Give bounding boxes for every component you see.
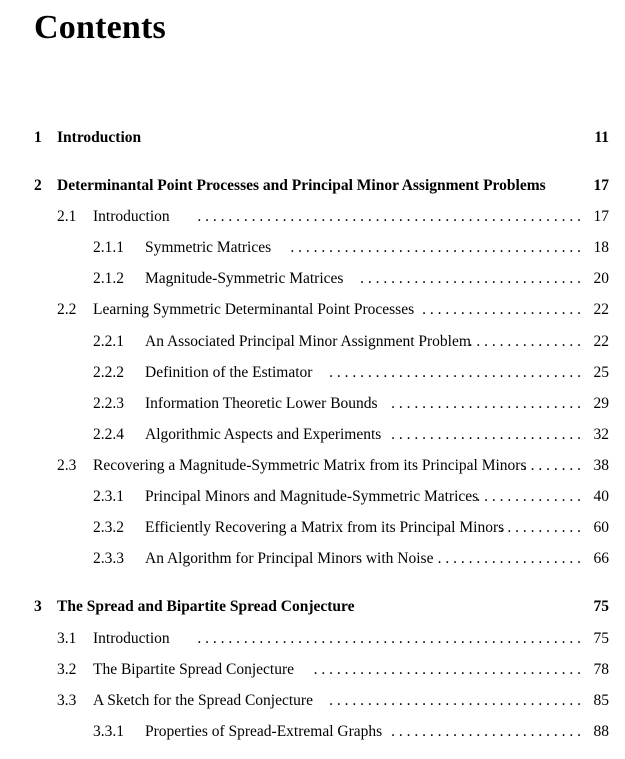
toc-entry-page: 32 xyxy=(593,426,609,443)
toc-entry-number: 3.3.1 xyxy=(93,723,124,740)
toc-entry-number: 2.1.2 xyxy=(93,270,124,287)
dot-leader: . . . . . . . . . . . . . . . xyxy=(468,333,581,350)
toc-entry-number: 2.3.3 xyxy=(93,550,124,567)
toc-entry-section[interactable] xyxy=(0,627,625,651)
toc-entry-number: 3.3 xyxy=(57,692,77,709)
dot-leader: . . . . . . . . . . . . . . . . . . . . . . . . . . . . . . . . . . . xyxy=(313,661,581,678)
toc-entry-sub[interactable] xyxy=(0,361,625,385)
toc-entry-page: 78 xyxy=(593,661,609,678)
toc-entry-page: 88 xyxy=(593,723,609,740)
toc-entry-page: 22 xyxy=(593,301,609,318)
toc-entry-title: Principal Minors and Magnitude-Symmetric Matrices xyxy=(145,488,479,505)
toc-entry-number: 3.2 xyxy=(57,661,77,678)
toc-entry-title: Algorithmic Aspects and Experiments xyxy=(145,426,382,443)
dot-leader: . . . . . . . . . . . . . . . . . . . . . xyxy=(422,301,581,318)
toc-entry-number: 2 xyxy=(34,177,42,194)
toc-entry-sub[interactable] xyxy=(0,516,625,540)
toc-entry-page: 17 xyxy=(593,177,609,194)
toc-entry-title: Definition of the Estimator xyxy=(145,364,313,381)
toc-entry-page: 22 xyxy=(593,333,609,350)
dot-leader: . . . . . . . . . . . . . . . . . . . . . . . . . . . . . . . . . . . . . . . . . . . . . . . . . . xyxy=(197,630,581,647)
toc-entry-page: 25 xyxy=(593,364,609,381)
toc-entry-number: 2.3.1 xyxy=(93,488,124,505)
toc-entry-sub[interactable] xyxy=(0,330,625,354)
toc-entry-chapter[interactable] xyxy=(0,174,625,198)
toc-entry-title: Magnitude-Symmetric Matrices xyxy=(145,270,344,287)
toc-entry-page: 75 xyxy=(593,598,609,615)
dot-leader: . . . . . . . . . . . xyxy=(499,519,581,536)
toc-entry-title: Symmetric Matrices xyxy=(145,239,272,256)
dot-leader: . . . . . . . . . . . . . . . . . . . . . . . . . . . . . . . . . xyxy=(329,692,581,709)
toc-entry-page: 20 xyxy=(593,270,609,287)
toc-entry-page: 75 xyxy=(593,630,609,647)
toc-entry-title: Properties of Spread-Extremal Graphs xyxy=(145,723,383,740)
toc-entry-sub[interactable] xyxy=(0,236,625,260)
toc-entry-page: 38 xyxy=(593,457,609,474)
toc-entry-title: Information Theoretic Lower Bounds xyxy=(145,395,378,412)
toc-entry-number: 2.1.1 xyxy=(93,239,124,256)
dot-leader: . . . . . . . . . . . . . . . . . . . . . . . . . . . . . xyxy=(360,270,581,287)
toc-entry-sub[interactable] xyxy=(0,423,625,447)
toc-entry-number: 1 xyxy=(34,129,42,146)
toc-entry-title: Learning Symmetric Determinantal Point Processes xyxy=(93,301,415,318)
toc-entry-number: 2.3 xyxy=(57,457,77,474)
toc-entry-title: Recovering a Magnitude-Symmetric Matrix from its Principal Minors xyxy=(93,457,527,474)
toc-entry-chapter[interactable] xyxy=(0,126,625,150)
toc-entry-number: 3 xyxy=(34,598,42,615)
toc-entry-number: 2.2 xyxy=(57,301,77,318)
toc-entry-page: 18 xyxy=(593,239,609,256)
toc-entry-number: 2.2.4 xyxy=(93,426,124,443)
toc-entry-title: Introduction xyxy=(57,129,142,146)
toc-entry-section[interactable] xyxy=(0,658,625,682)
dot-leader: . . . . . . . . . . . . . . . . . . . . . . . . . xyxy=(391,723,581,740)
dot-leader: . . . . . . . . . . . . . . . . . . . xyxy=(437,550,581,567)
toc-entry-section[interactable] xyxy=(0,205,625,229)
toc-entry-title: Determinantal Point Processes and Principal Minor Assignment Problems xyxy=(57,177,546,194)
toc-entry-page: 66 xyxy=(593,550,609,567)
toc-entry-sub[interactable] xyxy=(0,267,625,291)
toc-entry-title: The Bipartite Spread Conjecture xyxy=(93,661,295,678)
toc-entry-number: 2.2.3 xyxy=(93,395,124,412)
page-title: Contents xyxy=(34,9,166,46)
toc-entry-title: An Algorithm for Principal Minors with Noise xyxy=(145,550,434,567)
toc-entry-title: Introduction xyxy=(93,208,170,225)
toc-entry-number: 2.3.2 xyxy=(93,519,124,536)
toc-entry-title: Efficiently Recovering a Matrix from its Principal Minors xyxy=(145,519,505,536)
toc-entry-section[interactable] xyxy=(0,689,625,713)
toc-entry-sub[interactable] xyxy=(0,392,625,416)
toc-entry-chapter[interactable] xyxy=(0,595,625,619)
toc-entry-sub[interactable] xyxy=(0,720,625,744)
toc-entry-title: Introduction xyxy=(93,630,170,647)
toc-entry-sub[interactable] xyxy=(0,485,625,509)
toc-entry-title: A Sketch for the Spread Conjecture xyxy=(93,692,313,709)
dot-leader: . . . . . . . . . . . . . . xyxy=(476,488,581,505)
toc-entry-number: 2.1 xyxy=(57,208,77,225)
dot-leader: . . . . . . . . . . . . . . . . . . . . . . . . . . . . . . . . . . . . . . xyxy=(290,239,581,256)
dot-leader: . . . . . . . . . . . . . . . . . . . . . . . . . xyxy=(391,426,581,443)
toc-entry-page: 17 xyxy=(593,208,609,225)
toc-entry-page: 60 xyxy=(593,519,609,536)
toc-entry-title: The Spread and Bipartite Spread Conjecture xyxy=(57,598,355,615)
toc-entry-sub[interactable] xyxy=(0,547,625,571)
toc-entry-page: 11 xyxy=(594,129,609,146)
toc-entry-page: 40 xyxy=(593,488,609,505)
toc-entry-title: An Associated Principal Minor Assignment Problem xyxy=(145,333,471,350)
toc-entry-section[interactable] xyxy=(0,454,625,478)
toc-entry-page: 29 xyxy=(593,395,609,412)
dot-leader: . . . . . . . . . . . . . . . . . . . . . . . . . . . . . . . . . xyxy=(329,364,581,381)
toc-entry-section[interactable] xyxy=(0,298,625,322)
toc-entry-number: 2.2.2 xyxy=(93,364,124,381)
toc-entry-number: 3.1 xyxy=(57,630,77,647)
dot-leader: . . . . . . . . . . . . . . . . . . . . . . . . . . . . . . . . . . . . . . . . . . . . . . . . . . xyxy=(197,208,581,225)
dot-leader: . . . . . . . . xyxy=(522,457,581,474)
dot-leader: . . . . . . . . . . . . . . . . . . . . . . . . . xyxy=(391,395,581,412)
toc-entry-page: 85 xyxy=(593,692,609,709)
toc-entry-number: 2.2.1 xyxy=(93,333,124,350)
